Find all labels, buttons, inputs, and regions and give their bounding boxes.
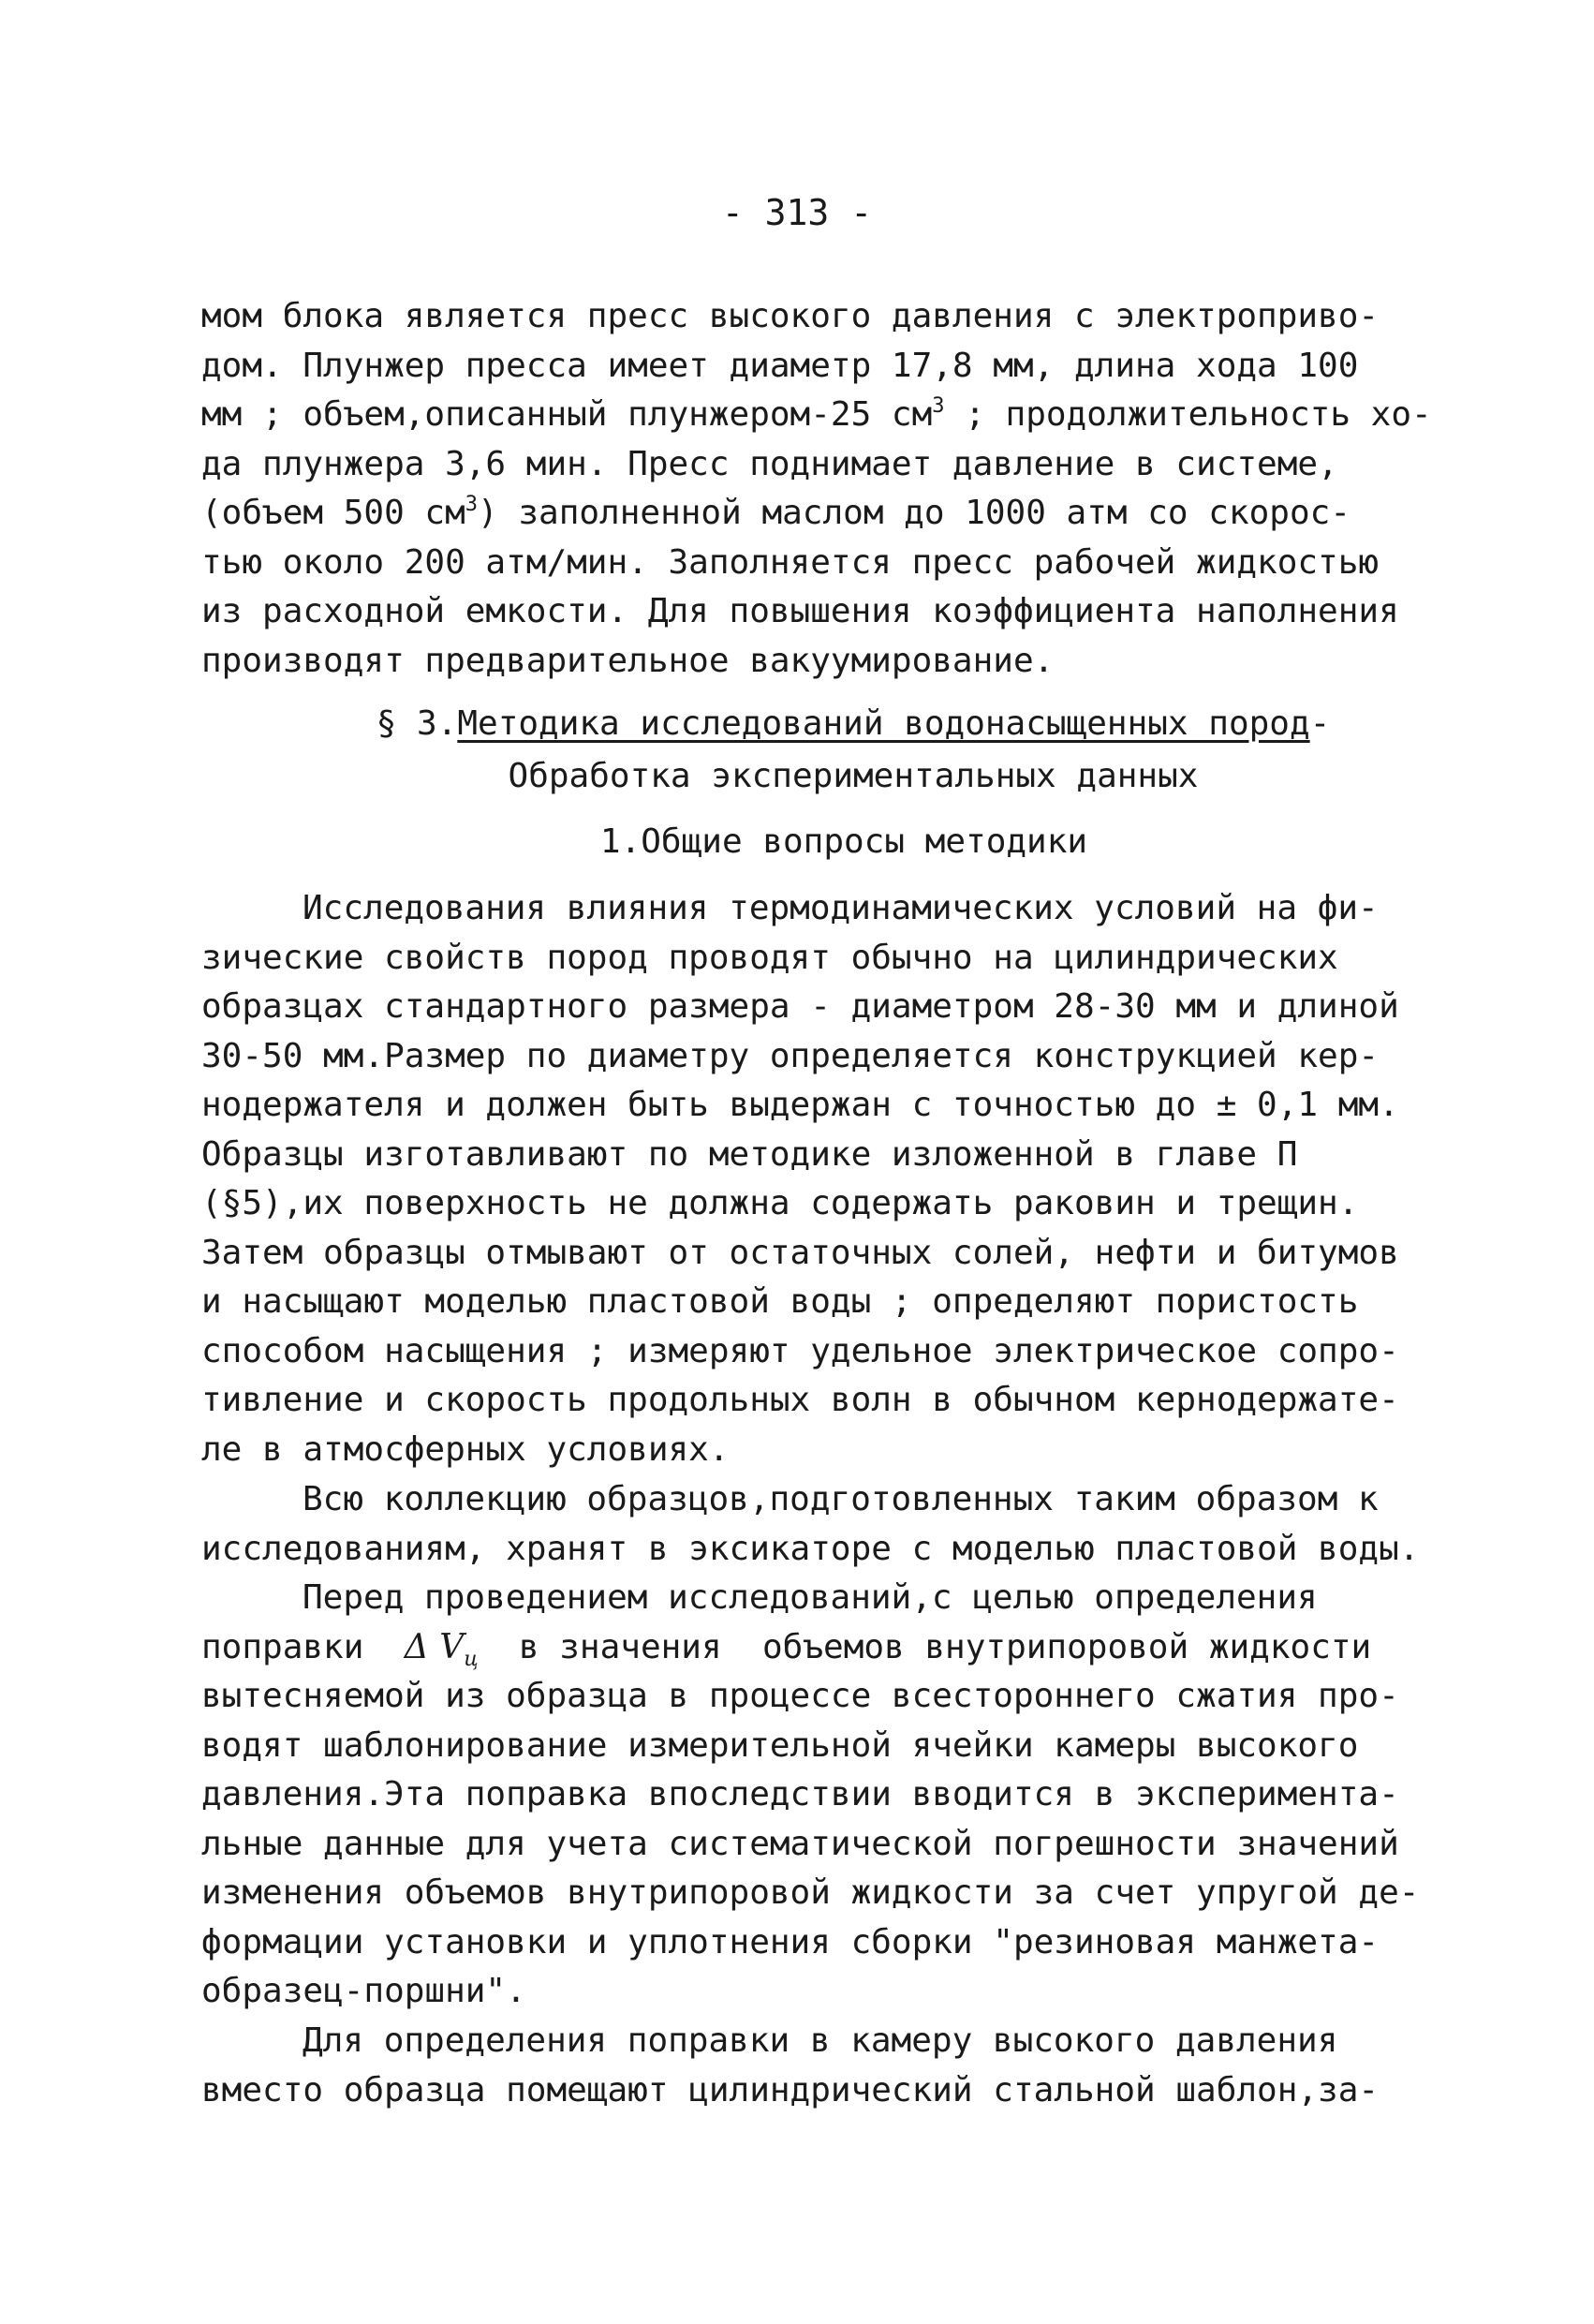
text-line: образец-поршни". <box>201 1972 526 2010</box>
text-line: Перед проведением исследований,с целью определения <box>303 1578 1318 1617</box>
section-subtitle: Обработка экспериментальных данных <box>508 757 1199 795</box>
text-line: Затем образцы отмывают от остаточных солей, нефти и битумов <box>201 1233 1399 1272</box>
page-number: - 313 - <box>721 192 873 233</box>
text-line: формации установки и уплотнения сборки "резиновая манжета- <box>201 1922 1380 1961</box>
text-line: исследованиям, хранят в эксикаторе с моделью пластовой воды. <box>201 1529 1420 1568</box>
text-line: ле в атмосферных условиях. <box>201 1429 730 1469</box>
text-line: образцах стандартного размера - диаметром 28-30 мм и длиной <box>201 987 1399 1026</box>
text-line: нодержателя и должен быть выдержан с точностью до ± 0,1 мм. <box>201 1086 1399 1124</box>
text-line: Образцы изготавливают по методике изложенной в главе П <box>201 1134 1298 1174</box>
text-line: и насыщают моделью пластовой воды ; определяют пористость <box>201 1282 1359 1321</box>
delta-v-formula: Δ V <box>404 1627 465 1666</box>
text-line: мом блока является пресс высокого давления с электроприво- <box>201 297 1380 335</box>
text-line: льные данные для учета систематической погрешности значений <box>201 1824 1399 1863</box>
text-line: поправки Δ $V_ц$ в значения объемов внутрипоровой жидкости <box>201 1627 1372 1671</box>
text-line: из расходной емкости. Для повышения коэффициента наполнения <box>201 592 1399 630</box>
text-line: тью около 200 атм/мин. Заполняется пресс рабочей жидкостью <box>201 542 1380 582</box>
section-title-end: - <box>1309 704 1331 743</box>
text-line: да плунжера 3,6 мин. Пресс поднимает давление в системе, <box>201 444 1338 483</box>
text-line: зические свойств пород проводят обычно на цилиндрических <box>201 938 1338 977</box>
paragraph-press-description <box>201 292 1432 686</box>
section-title: Методика исследований водонасыщенных пород <box>457 704 1310 743</box>
section-heading <box>56 704 1594 743</box>
text-line: Исследования влияния термодинамических условий на фи- <box>303 889 1379 927</box>
paragraph-storage <box>201 1475 1419 1574</box>
text-line: вместо образца помещают цилиндрический стальной шаблон,за- <box>201 2070 1380 2109</box>
text-line: дом. Плунжер пресса имеет диаметр 17,8 мм, длина хода 100 <box>201 346 1359 385</box>
section-number: § 3. <box>376 704 458 743</box>
text-line: способом насыщения ; измеряют удельное электрическое сопро- <box>201 1331 1399 1370</box>
text-line: (§5),их поверхность не должна содержать раковин и трещин. <box>201 1184 1359 1222</box>
text-line: производят предварительное вакуумирование. <box>201 641 1055 680</box>
text-line: 30-50 мм.Размер по диаметру определяется конструкцией кер- <box>201 1036 1380 1075</box>
text-line: мм ; объем,описанный плунжером-25 $см^3$ ; продолжительность хо- <box>201 394 1432 434</box>
text-line: изменения объемов внутрипоровой жидкости за счет упругой де- <box>201 1873 1420 1912</box>
paragraph-template <box>201 2017 1419 2115</box>
text-line: Для определения поправки в камеру высокого давления <box>303 2021 1338 2060</box>
subsection-heading: 1.Общие вопросы методики <box>599 822 1088 861</box>
text-line: Всю коллекцию образцов,подготовленных таким образом к <box>303 1480 1379 1518</box>
paragraph-methodology <box>201 884 1419 1474</box>
text-line: (объем 500 $см^3$) заполненной маслом до 1000 атм со скорос- <box>201 493 1350 532</box>
text-line: водят шаблонирование измерительной ячейки камеры высокого <box>201 1725 1359 1765</box>
paragraph-correction <box>201 1574 1419 2017</box>
text-line: вытесняемой из образца в процессе всестороннего сжатия про- <box>201 1677 1399 1715</box>
text-line: давления.Эта поправка впоследствии вводится в эксперимента- <box>201 1775 1399 1813</box>
text-line: тивление и скорость продольных волн в обычном кернодержате- <box>201 1381 1399 1419</box>
